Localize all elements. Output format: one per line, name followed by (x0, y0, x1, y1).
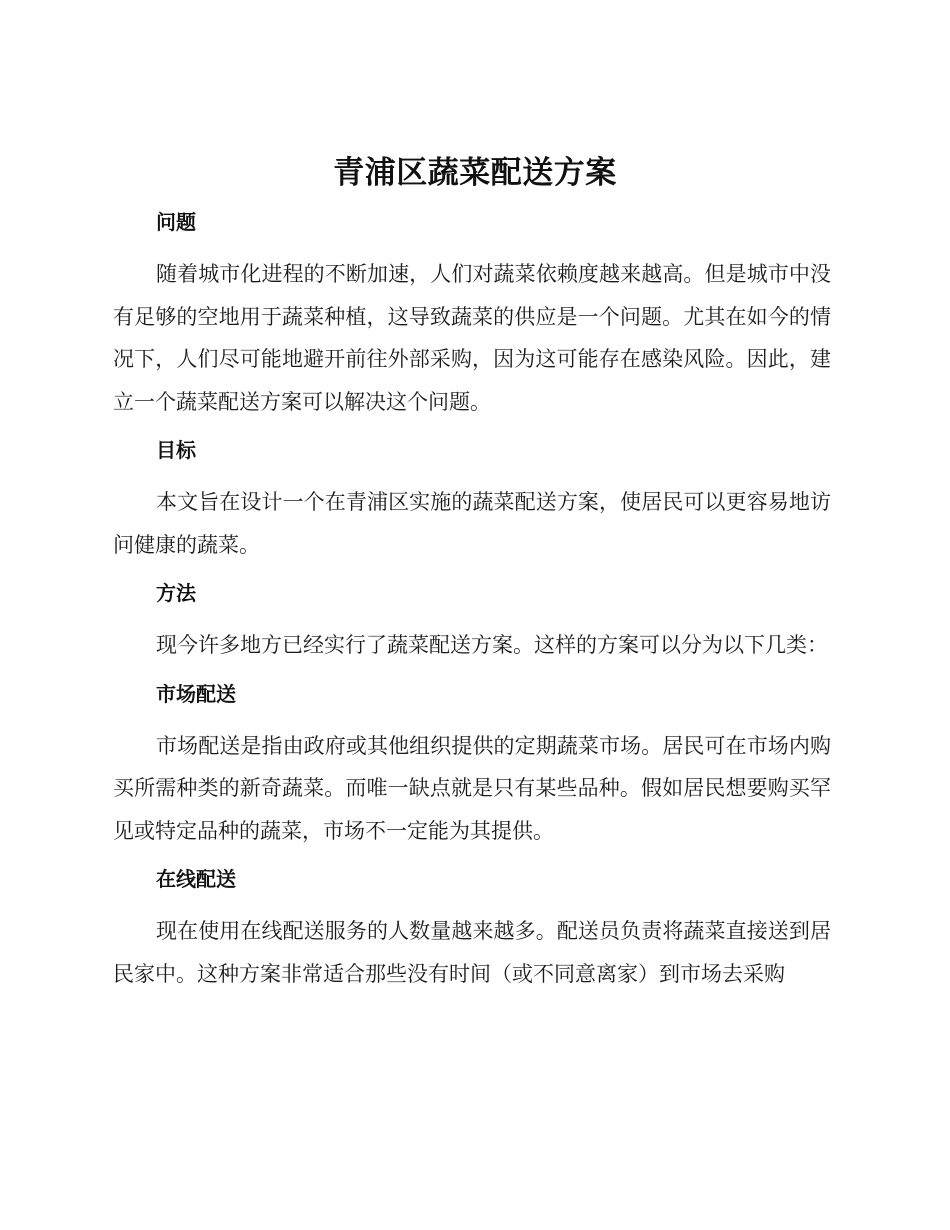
document-body (113, 198, 831, 1008)
section-online-delivery (113, 865, 831, 995)
section-goal (113, 436, 831, 566)
section-paragraph: 市场配送是指由政府或其他组织提供的定期蔬菜市场。居民可在市场内购买所需种类的新奇蔬菜。而唯一缺点就是只有某些品种。假如居民想要购买罕见或特定品种的蔬菜，市场不一定能为其提供。 (113, 733, 831, 843)
section-paragraph: 随着城市化进程的不断加速，人们对蔬菜依赖度越来越高。但是城市中没有足够的空地用于蔬菜种植，这导致蔬菜的供应是一个问题。尤其在如今的情况下，人们尽可能地避开前往外部采购，因为这可能存在感染风险。因此，建立一个蔬菜配送方案可以解决这个问题。 (113, 262, 831, 414)
document-title: 青浦区蔬菜配送方案 (333, 155, 617, 191)
section-heading: 在线配送 (156, 867, 236, 891)
section-market-delivery (113, 680, 831, 853)
section-heading: 市场配送 (156, 681, 236, 706)
section-problem (113, 208, 831, 423)
section-paragraph: 本文旨在设计一个在青浦区实施的蔬菜配送方案，使居民可以更容易地访问健康的蔬菜。 (113, 490, 831, 557)
section-paragraph: 现今许多地方已经实行了蔬菜配送方案。这样的方案可以分为以下几类： (156, 633, 828, 657)
section-heading: 目标 (156, 438, 196, 462)
section-paragraph: 现在使用在线配送服务的人数量越来越多。配送员负责将蔬菜直接送到居民家中。这种方案非常适合那些没有时间（或不同意离家）到市场去采购 (113, 919, 831, 986)
section-method (113, 579, 831, 667)
section-heading: 方法 (156, 581, 196, 605)
section-heading: 问题 (156, 210, 196, 234)
